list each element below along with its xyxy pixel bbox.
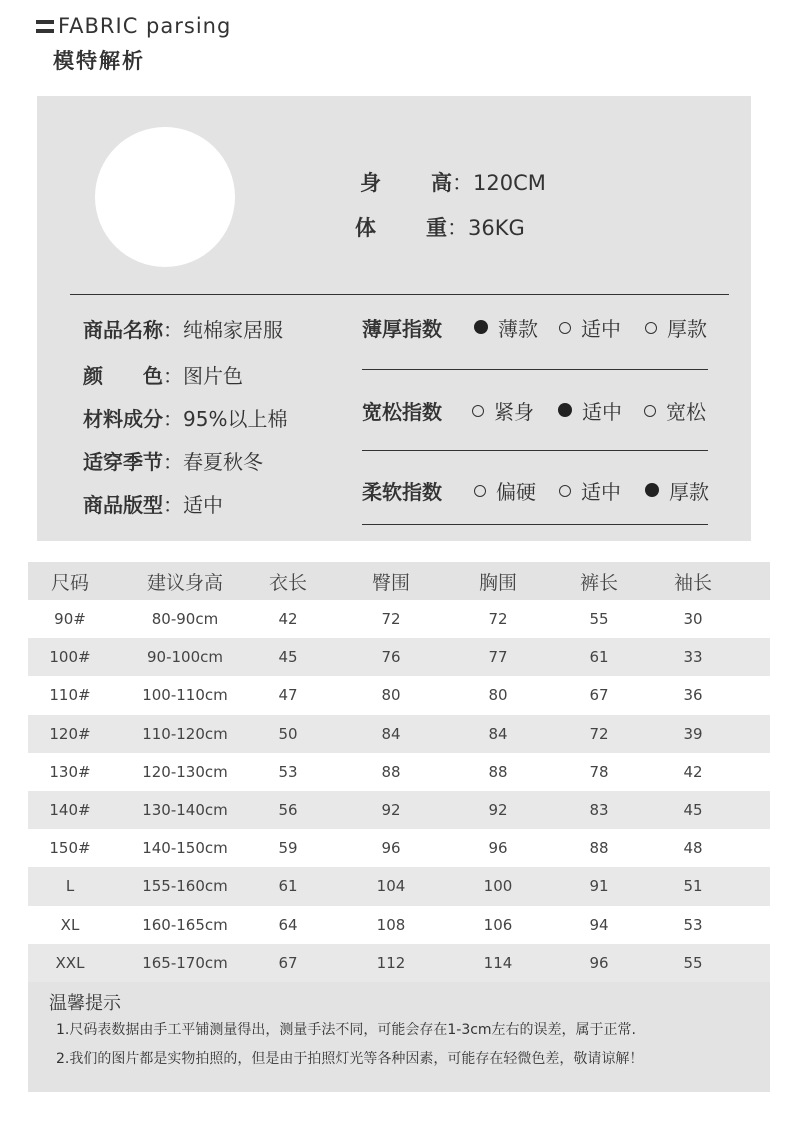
- product-name: 商品名称：纯棉家居服: [83, 318, 283, 342]
- table-cell: 76: [381, 648, 401, 667]
- table-cell: 72: [381, 610, 401, 629]
- table-cell: 47: [278, 686, 298, 705]
- tips-line-1: 1.尺码表数据由手工平铺测量得出，测量手法不同，可能会存在1-3cm左右的误差，属于正常.: [56, 1022, 637, 1038]
- table-cell: 80: [381, 686, 401, 705]
- table-cell: 110#: [49, 686, 91, 705]
- radio-dot-icon: [645, 322, 657, 334]
- looseness-index: 宽松指数 紧身 适中 宽松: [362, 396, 732, 426]
- radio-dot-icon: [472, 405, 484, 417]
- table-cell: 61: [589, 648, 609, 667]
- table-cell: 33: [683, 648, 703, 667]
- table-cell: 67: [278, 953, 298, 972]
- table-row: [28, 944, 770, 982]
- table-cell: 140#: [49, 801, 91, 820]
- table-cell: 92: [381, 801, 401, 820]
- radio-dot-icon: [644, 405, 656, 417]
- table-cell: 104: [376, 877, 406, 896]
- table-cell: 165-170cm: [142, 953, 228, 972]
- table-cell: 130-140cm: [142, 801, 228, 820]
- softness-option-medium: 适中: [559, 476, 621, 505]
- table-row: [28, 638, 770, 676]
- table-header-cell: 建议身高: [146, 571, 223, 594]
- table-cell: L: [65, 877, 75, 896]
- table-cell: 96: [488, 839, 508, 858]
- table-cell: 100-110cm: [142, 686, 228, 705]
- model-height: 身 高：120CM: [360, 171, 546, 195]
- table-header-cell: 衣长: [268, 571, 307, 594]
- table-cell: 45: [278, 648, 298, 667]
- product-fit: 商品版型：适中: [83, 493, 223, 517]
- table-row: [28, 906, 770, 944]
- divider: [362, 524, 708, 525]
- table-cell: 59: [278, 839, 298, 858]
- table-cell: 106: [483, 915, 513, 934]
- table-cell: 42: [278, 610, 298, 629]
- radio-dot-icon: [474, 320, 488, 334]
- table-cell: 100: [483, 877, 513, 896]
- table-cell: 92: [488, 801, 508, 820]
- radio-dot-icon: [558, 403, 572, 417]
- table-cell: 114: [483, 953, 513, 972]
- table-cell: 64: [278, 915, 298, 934]
- header-title-cn: 模特解析: [53, 49, 145, 73]
- table-cell: 110-120cm: [142, 724, 228, 743]
- thickness-option-medium: 适中: [559, 313, 621, 342]
- thickness-option-thin: 薄款: [474, 313, 538, 342]
- table-cell: 84: [488, 724, 508, 743]
- radio-dot-icon: [559, 322, 571, 334]
- divider: [362, 369, 708, 370]
- table-cell: 72: [589, 724, 609, 743]
- table-cell: 56: [278, 801, 298, 820]
- table-cell: 55: [589, 610, 609, 629]
- table-cell: 88: [488, 762, 508, 781]
- softness-option-soft: 厚款: [645, 476, 709, 505]
- thickness-option-thick: 厚款: [645, 313, 707, 342]
- table-cell: XXL: [55, 953, 85, 972]
- divider: [70, 294, 729, 295]
- table-cell: 80: [488, 686, 508, 705]
- table-cell: 30: [683, 610, 703, 629]
- looseness-option-loose: 宽松: [644, 396, 706, 425]
- table-cell: XL: [60, 915, 80, 934]
- tips-line-2: 2.我们的图片都是实物拍照的，但是由于拍照灯光等各种因素，可能存在轻微色差，敬请谅解！: [56, 1051, 644, 1067]
- table-header-cell: 尺码: [50, 571, 89, 594]
- looseness-option-medium: 适中: [558, 396, 622, 425]
- radio-dot-icon: [559, 485, 571, 497]
- table-cell: 50: [278, 724, 298, 743]
- table-row: [28, 676, 770, 714]
- table-header-cell: 袖长: [673, 571, 712, 594]
- divider: [362, 450, 708, 451]
- table-row: [28, 600, 770, 638]
- tips-box: [28, 982, 770, 1092]
- table-cell: 67: [589, 686, 609, 705]
- table-cell: 88: [589, 839, 609, 858]
- table-cell: 51: [683, 877, 703, 896]
- model-avatar: [95, 127, 235, 267]
- table-cell: 78: [589, 762, 609, 781]
- looseness-option-tight: 紧身: [472, 396, 534, 425]
- table-cell: 84: [381, 724, 401, 743]
- table-row: [28, 829, 770, 867]
- table-cell: 91: [589, 877, 609, 896]
- table-cell: 112: [376, 953, 406, 972]
- table-header-cell: 臀围: [371, 571, 410, 594]
- thickness-index: 薄厚指数 薄款 适中 厚款: [362, 313, 732, 343]
- table-cell: 72: [488, 610, 508, 629]
- table-cell: 160-165cm: [142, 915, 228, 934]
- table-cell: 140-150cm: [142, 839, 228, 858]
- table-cell: 94: [589, 915, 609, 934]
- table-cell: 155-160cm: [142, 877, 228, 896]
- table-header-cell: 裤长: [579, 571, 618, 594]
- table-cell: 150#: [49, 839, 91, 858]
- header-bars-icon: [36, 19, 54, 36]
- softness-option-hard: 偏硬: [474, 476, 536, 505]
- table-cell: 77: [488, 648, 508, 667]
- table-cell: 120-130cm: [142, 762, 228, 781]
- table-row: [28, 715, 770, 753]
- table-header: [28, 562, 770, 600]
- product-color: 颜 色：图片色: [83, 364, 243, 388]
- table-header-cell: 胸围: [478, 571, 517, 594]
- table-cell: 42: [683, 762, 703, 781]
- table-cell: 90#: [54, 610, 86, 629]
- radio-dot-icon: [474, 485, 486, 497]
- table-cell: 61: [278, 877, 298, 896]
- table-cell: 83: [589, 801, 609, 820]
- table-cell: 100#: [49, 648, 91, 667]
- softness-index: 柔软指数 偏硬 适中 厚款: [362, 476, 732, 506]
- model-info-panel: [37, 96, 751, 541]
- header-title-en: FABRIC parsing: [58, 14, 232, 38]
- table-cell: 130#: [49, 762, 91, 781]
- table-cell: 120#: [49, 724, 91, 743]
- table-cell: 45: [683, 801, 703, 820]
- radio-dot-icon: [645, 483, 659, 497]
- table-row: [28, 791, 770, 829]
- table-cell: 48: [683, 839, 703, 858]
- table-cell: 39: [683, 724, 703, 743]
- product-material: 材料成分：95%以上棉: [83, 407, 288, 431]
- table-cell: 96: [381, 839, 401, 858]
- table-cell: 90-100cm: [147, 648, 223, 667]
- size-table: [28, 562, 770, 982]
- table-cell: 36: [683, 686, 703, 705]
- table-row: [28, 753, 770, 791]
- product-season: 适穿季节：春夏秋冬: [83, 450, 263, 474]
- table-cell: 96: [589, 953, 609, 972]
- tips-title: 温馨提示: [49, 993, 121, 1014]
- table-cell: 108: [376, 915, 406, 934]
- table-cell: 55: [683, 953, 703, 972]
- table-cell: 80-90cm: [151, 610, 219, 629]
- table-cell: 88: [381, 762, 401, 781]
- table-row: [28, 867, 770, 905]
- model-weight: 体 重：36KG: [355, 216, 525, 240]
- table-cell: 53: [683, 915, 703, 934]
- table-cell: 53: [278, 762, 298, 781]
